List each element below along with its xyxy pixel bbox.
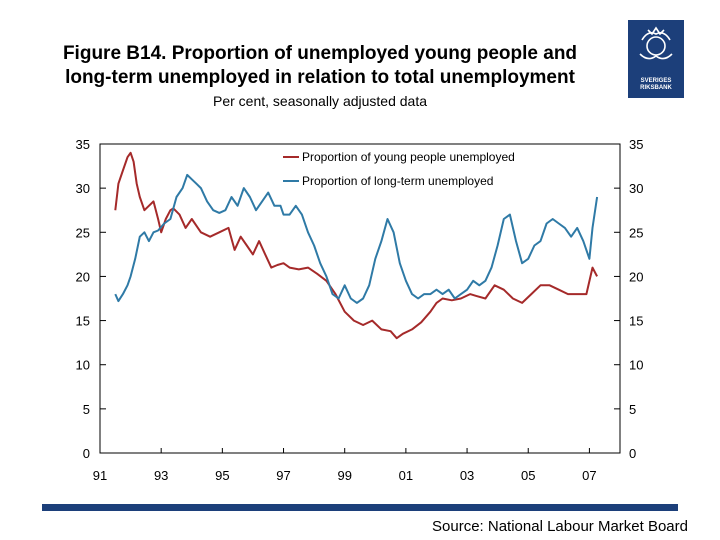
y-tick-label-left: 35	[75, 137, 90, 152]
y-tick-label-right: 0	[629, 446, 637, 461]
x-tick-label: 07	[582, 468, 597, 483]
chart-title	[20, 42, 620, 90]
legend-label-young: Proportion of young people unemployed	[302, 150, 515, 164]
y-tick-label-right: 35	[629, 137, 644, 152]
title-line-1: Figure B14. Proportion of unemployed young people and	[62, 43, 578, 64]
y-tick-label-right: 5	[629, 401, 637, 417]
y-axis-left	[76, 137, 106, 461]
riksbank-logo	[628, 20, 684, 98]
y-tick-label-left: 30	[75, 181, 90, 197]
x-tick-label: 91	[92, 468, 108, 483]
y-tick-label-left: 10	[75, 357, 90, 373]
chart-subtitle: Per cent, seasonally adjusted data	[212, 93, 428, 109]
line-chart	[0, 120, 720, 490]
riksbank-crown-icon	[628, 20, 684, 76]
series-line-longterm	[115, 175, 597, 303]
plot-frame	[100, 144, 620, 453]
logo-line-2: RIKSBANK	[640, 85, 672, 91]
y-tick-label-left: 5	[82, 401, 90, 417]
x-tick-label: 97	[276, 468, 291, 483]
footer-rule	[42, 504, 678, 511]
x-tick-label: 05	[521, 468, 536, 483]
legend-label-longterm: Proportion of long-term unemployed	[302, 174, 494, 188]
x-tick-label: 93	[153, 468, 169, 483]
y-tick-label-right: 15	[629, 313, 644, 329]
y-tick-label-right: 30	[629, 181, 644, 197]
y-tick-label-left: 15	[75, 313, 90, 329]
title-line-2: long-term unemployed in relation to total unemployment	[65, 67, 575, 88]
y-tick-label-left: 0	[82, 446, 90, 461]
y-tick-label-left: 20	[75, 269, 90, 285]
y-tick-label-right: 25	[629, 225, 644, 241]
logo-text	[628, 78, 684, 92]
y-tick-label-right: 20	[629, 269, 644, 285]
legend	[283, 150, 515, 188]
x-tick-label: 01	[398, 468, 414, 483]
y-tick-label-left: 25	[75, 225, 90, 241]
logo-line-1: SVERIGES	[640, 78, 672, 84]
source-note: Source: National Labour Market Board	[432, 518, 688, 535]
x-tick-label: 95	[215, 468, 230, 483]
x-tick-label: 99	[337, 468, 352, 483]
y-axis-right	[614, 137, 643, 461]
x-tick-label: 03	[459, 468, 475, 483]
y-tick-label-right: 10	[629, 357, 644, 373]
